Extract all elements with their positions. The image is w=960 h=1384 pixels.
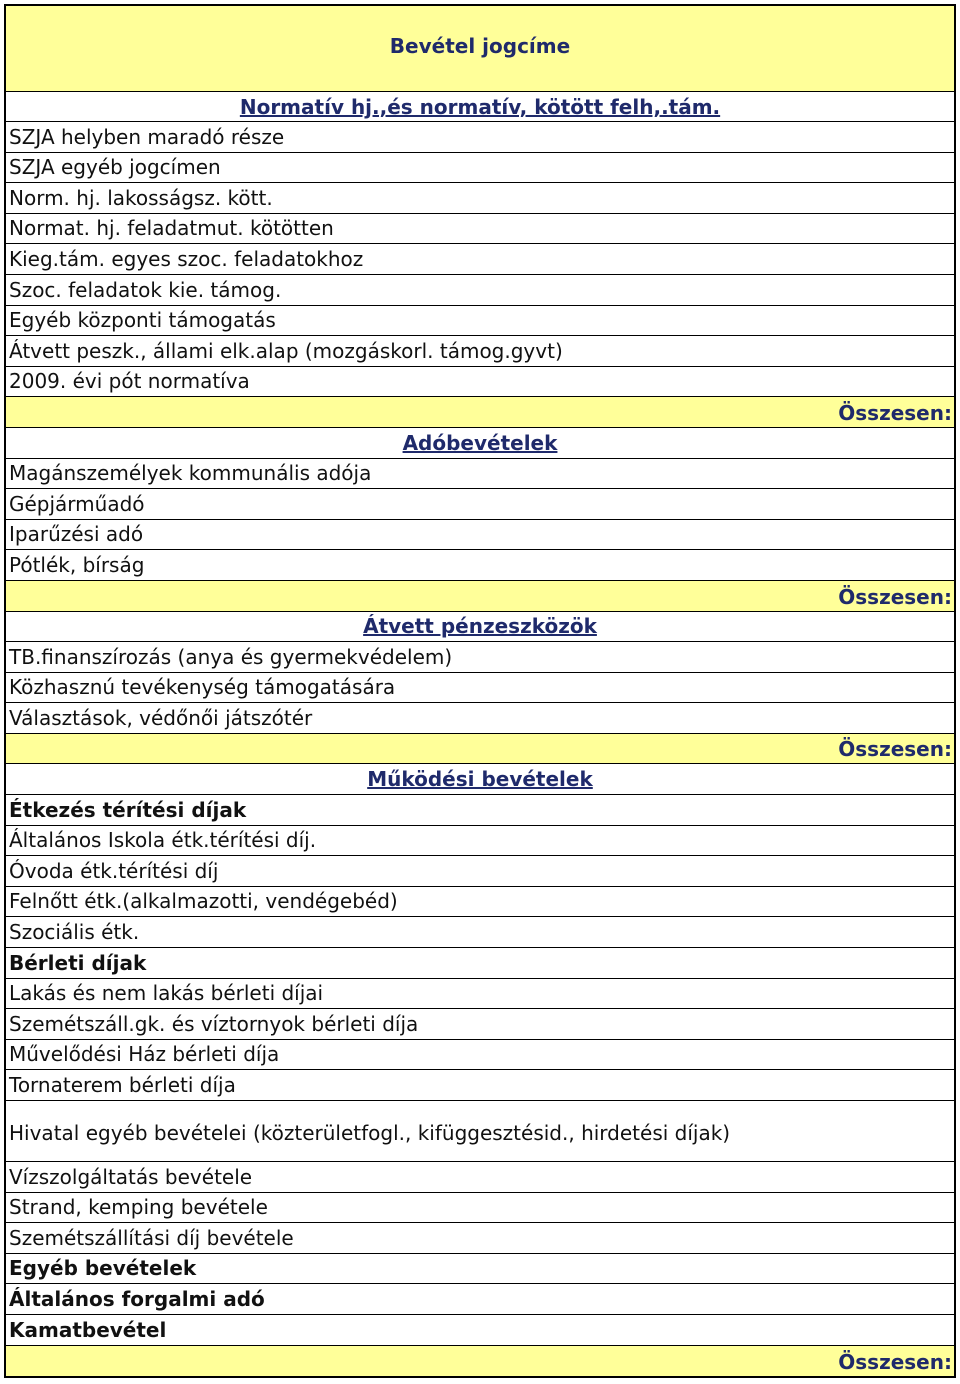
table-row: [6, 244, 954, 275]
table-row: [6, 1040, 954, 1071]
total-row-ado: [6, 581, 954, 612]
group-label: Bérleti díjak: [9, 950, 147, 975]
group-label: Étkezés térítési díjak: [9, 797, 247, 822]
row-label: Egyéb központi támogatás: [9, 308, 276, 333]
table-row: [6, 550, 954, 581]
row-label: Szemétszáll.gk. és víztornyok bérleti díja: [9, 1011, 419, 1036]
row-label: SZJA helyben maradó része: [9, 124, 285, 149]
section-title: Átvett pénzeszközök: [363, 614, 597, 639]
table-row: [6, 275, 954, 306]
group-heading-etkezes: [6, 795, 954, 826]
table-row: [6, 887, 954, 918]
table-row: [6, 1101, 954, 1162]
table-row: [6, 826, 954, 857]
total-label: Összesen:: [838, 1350, 952, 1375]
table-row: [6, 1009, 954, 1040]
table-header: [6, 6, 954, 92]
total-label: Összesen:: [838, 737, 952, 762]
table-row: [6, 642, 954, 673]
row-label: Norm. hj. lakosságsz. kött.: [9, 185, 273, 210]
table-row: [6, 1315, 954, 1346]
section-heading-mukodesi: [6, 764, 954, 795]
table-row: [6, 1284, 954, 1315]
row-label: Kieg.tám. egyes szoc. feladatokhoz: [9, 246, 364, 271]
row-label: Általános forgalmi adó: [9, 1286, 265, 1311]
total-label: Összesen:: [838, 400, 952, 425]
row-label: Közhasznú tevékenység támogatására: [9, 675, 396, 700]
table-row: [6, 214, 954, 245]
table-row: [6, 122, 954, 153]
row-label: Óvoda étk.térítési díj: [9, 858, 219, 883]
table-row: [6, 183, 954, 214]
row-label: Magánszemélyek kommunális adója: [9, 461, 372, 486]
row-label: Kamatbevétel: [9, 1317, 167, 1342]
row-label: Lakás és nem lakás bérleti díjai: [9, 981, 324, 1006]
table-row: [6, 1193, 954, 1224]
table-row: [6, 703, 954, 734]
table-row: [6, 856, 954, 887]
row-label: Hivatal egyéb bevételei (közterületfogl., kifüggesztésid., hirdetési díjak): [9, 1121, 731, 1145]
total-row-atvett: [6, 734, 954, 765]
row-label: Egyéb bevételek: [9, 1256, 197, 1281]
section-heading-normativ: [6, 92, 954, 122]
row-label: Átvett peszk., állami elk.alap (mozgáskorl. támog.gyvt): [9, 338, 563, 363]
section-title: Adóbevételek: [402, 430, 558, 455]
table-row: [6, 306, 954, 337]
group-heading-berleti: [6, 948, 954, 979]
table-row: [6, 1223, 954, 1254]
row-label: Felnőtt étk.(alkalmazotti, vendégebéd): [9, 889, 398, 914]
row-label: Általános Iskola étk.térítési díj.: [9, 828, 317, 853]
row-label: Gépjárműadó: [9, 491, 145, 516]
total-label: Összesen:: [838, 584, 952, 609]
total-row-normativ: [6, 397, 954, 428]
column-title: Bevétel jogcíme: [389, 34, 571, 58]
row-label: Vízszolgáltatás bevétele: [9, 1164, 253, 1189]
row-label: SZJA egyéb jogcímen: [9, 155, 221, 180]
row-label: Strand, kemping bevétele: [9, 1195, 268, 1220]
row-label: Szoc. feladatok kie. támog.: [9, 277, 282, 302]
table-row: [6, 336, 954, 367]
row-label: TB.finanszírozás (anya és gyermekvédelem): [9, 644, 453, 669]
section-heading-ado: [6, 428, 954, 459]
table-row: [6, 673, 954, 704]
row-label: Választások, védőnői játszótér: [9, 705, 313, 730]
table-row: [6, 979, 954, 1010]
total-row-mukodesi: [6, 1346, 954, 1377]
row-label: Szociális étk.: [9, 920, 140, 945]
row-label: Művelődési Ház bérleti díja: [9, 1042, 280, 1067]
table-row: [6, 520, 954, 551]
row-label: Tornaterem bérleti díja: [9, 1073, 236, 1097]
section-title: Működési bevételek: [367, 767, 593, 792]
row-label: Szemétszállítási díj bevétele: [9, 1225, 294, 1250]
row-label: Pótlék, bírság: [9, 552, 145, 577]
table-row: [6, 489, 954, 520]
row-label: Iparűzési adó: [9, 522, 144, 547]
row-label: 2009. évi pót normatíva: [9, 369, 250, 394]
table-row: [6, 459, 954, 490]
table-row: [6, 917, 954, 948]
row-label: Normat. hj. feladatmut. kötötten: [9, 216, 334, 241]
section-heading-atvett: [6, 612, 954, 643]
table-row: [6, 1070, 954, 1101]
revenue-table: [4, 4, 956, 1378]
table-row: [6, 1162, 954, 1193]
table-row: [6, 367, 954, 398]
section-title: Normatív hj.,és normatív, kötött felh,.tám.: [239, 95, 721, 119]
table-row: [6, 1254, 954, 1285]
table-row: [6, 153, 954, 184]
